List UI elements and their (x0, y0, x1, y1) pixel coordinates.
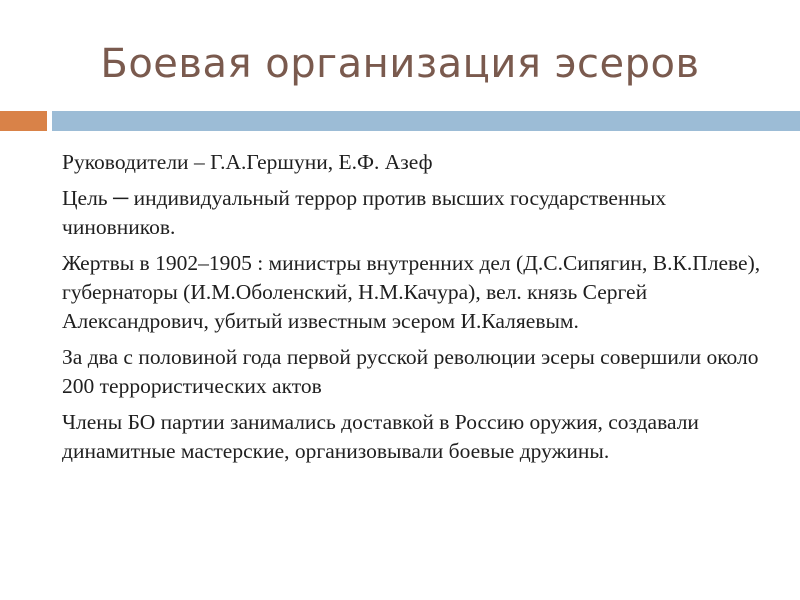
paragraph-activities: Члены БО партии занимались доставкой в Россию оружия, создавали динамитные мастерские, организовывали боевые дружины. (62, 410, 699, 463)
paragraph-victims: Жертвы в 1902–1905 : министры внутренних дел (Д.С.Сипягин, В.К.Плеве), губернаторы (И.М.Оболенский, Н.М.Качура), вел. князь Сергей Александрович, убитый известным эсером И.Каляевым. (62, 251, 761, 333)
slide-body (62, 148, 762, 473)
title-divider-bar (52, 111, 800, 131)
title-accent-bar (0, 111, 47, 131)
paragraph-leaders: Руководители – Г.А.Гершуни, Е.Ф. Азеф (62, 150, 433, 174)
paragraph-goal: Цель ─ индивидуальный террор против высших государственных чиновников. (62, 186, 667, 239)
paragraph-terror-acts: За два с половиной года первой русской революции эсеры совершили около 200 террористических актов (62, 345, 759, 398)
slide-title: Боевая организация эсеров (100, 41, 700, 87)
